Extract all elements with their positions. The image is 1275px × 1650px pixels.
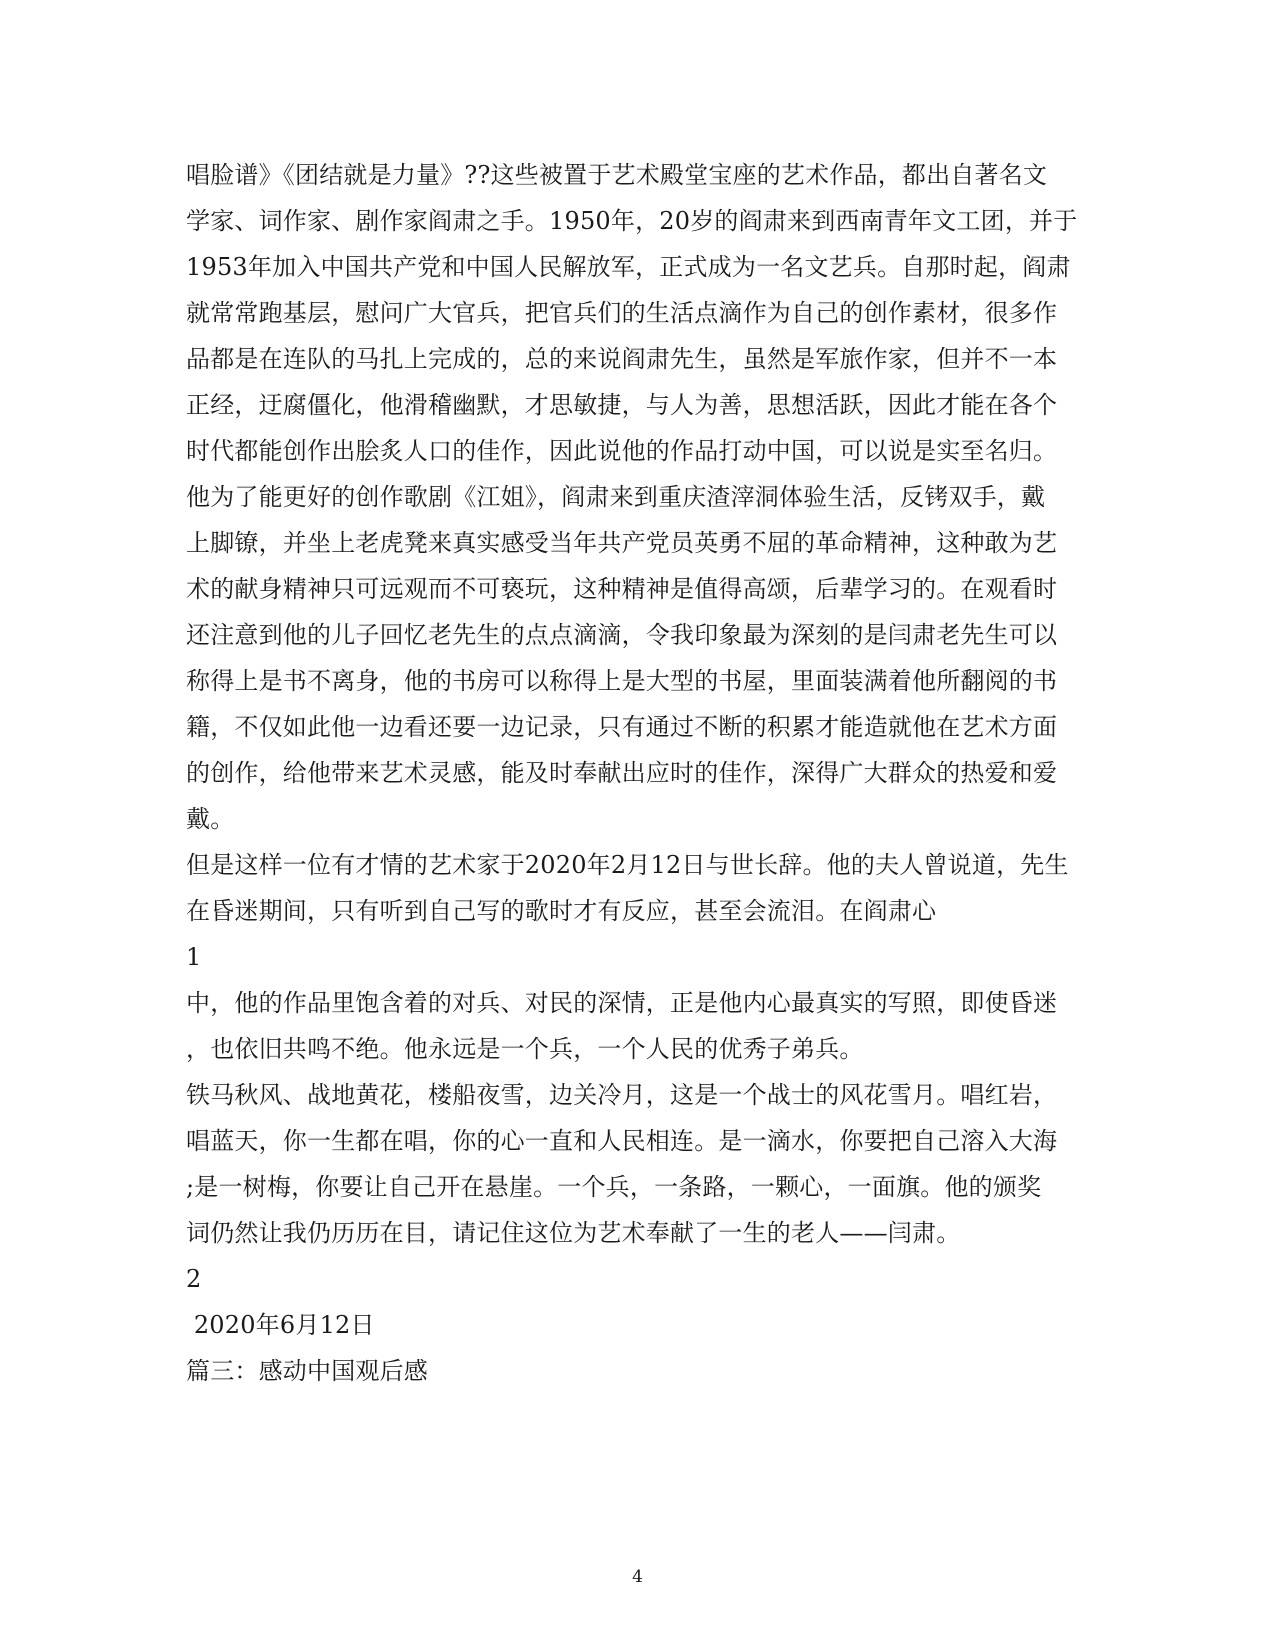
text-line: 术的献身精神只可远观而不可亵玩，这种精神是值得高颂，后辈学习的。在观看时 — [186, 575, 1058, 603]
text-line: 词仍然让我仍历历在目，请记住这位为艺术奉献了一生的老人——闫肃。 — [186, 1219, 961, 1247]
text-line: ，也依旧共鸣不绝。他永远是一个兵，一个人民的优秀子弟兵。 — [186, 1035, 864, 1063]
text-line: 唱脸谱》《团结就是力量》??这些被置于艺术殿堂宝座的艺术作品，都出自著名文 — [186, 161, 1048, 189]
text-line: 籍，不仅如此他一边看还要一边记录，只有通过不断的积累才能造就他在艺术方面 — [186, 713, 1058, 741]
text-line: 上脚镣，并坐上老虎凳来真实感受当年共产党员英勇不屈的革命精神，这种敢为艺 — [186, 529, 1058, 557]
text-line: 称得上是书不离身，他的书房可以称得上是大型的书屋，里面装满着他所翻阅的书 — [186, 667, 1058, 695]
text-line: 正经，迂腐僵化，他滑稽幽默，才思敏捷，与人为善，思想活跃，因此才能在各个 — [186, 391, 1058, 419]
text-line: 品都是在连队的马扎上完成的，总的来说阎肃先生，虽然是军旅作家，但并不一本 — [186, 345, 1058, 373]
text-line: 在昏迷期间，只有听到自己写的歌时才有反应，甚至会流泪。在阎肃心 — [186, 897, 937, 925]
text-line: 的创作，给他带来艺术灵感，能及时奉献出应时的佳作，深得广大群众的热爱和爱 — [186, 759, 1058, 787]
text-line: 中，他的作品里饱含着的对兵、对民的深情，正是他内心最真实的写照，即使昏迷 — [186, 989, 1058, 1017]
text-line: 但是这样一位有才情的艺术家于2020年2月12日与世长辞。他的夫人曾说道，先生 — [186, 851, 1069, 879]
text-line: 就常常跑基层，慰问广大官兵，把官兵们的生活点滴作为自己的创作素材，很多作 — [186, 299, 1058, 327]
footnote-marker: 2 — [186, 1265, 202, 1293]
text-line: 他为了能更好的创作歌剧《江姐》，阎肃来到重庆渣滓洞体验生活，反铐双手，戴 — [186, 483, 1046, 511]
text-line: 还注意到他的儿子回忆老先生的点点滴滴，令我印象最为深刻的是闫肃老先生可以 — [186, 621, 1058, 649]
footnote-marker: 1 — [186, 943, 202, 971]
body-text — [186, 152, 1086, 1394]
page-number: 4 — [632, 1567, 643, 1587]
text-line: 戴。 — [186, 805, 235, 833]
text-line: 学家、词作家、剧作家阎肃之手。1950年，20岁的阎肃来到西南青年文工团，并于 — [186, 207, 1078, 235]
text-line: 时代都能创作出脍炙人口的佳作，因此说他的作品打动中国，可以说是实至名归。 — [186, 437, 1058, 465]
text-line: 铁马秋风、战地黄花，楼船夜雪，边关冷月，这是一个战士的风花雪月。唱红岩， — [186, 1081, 1058, 1109]
text-line: 1953年加入中国共产党和中国人民解放军，正式成为一名文艺兵。自那时起，阎肃 — [186, 253, 1071, 281]
section-heading: 篇三：感动中国观后感 — [186, 1357, 428, 1385]
text-line: 唱蓝天，你一生都在唱，你的心一直和人民相连。是一滴水，你要把自己溶入大海 — [186, 1127, 1058, 1155]
date-line: 2020年6月12日 — [186, 1311, 375, 1339]
text-line: ;是一树梅，你要让自己开在悬崖。一个兵，一条路，一颗心，一面旗。他的颁奖 — [186, 1173, 1042, 1201]
